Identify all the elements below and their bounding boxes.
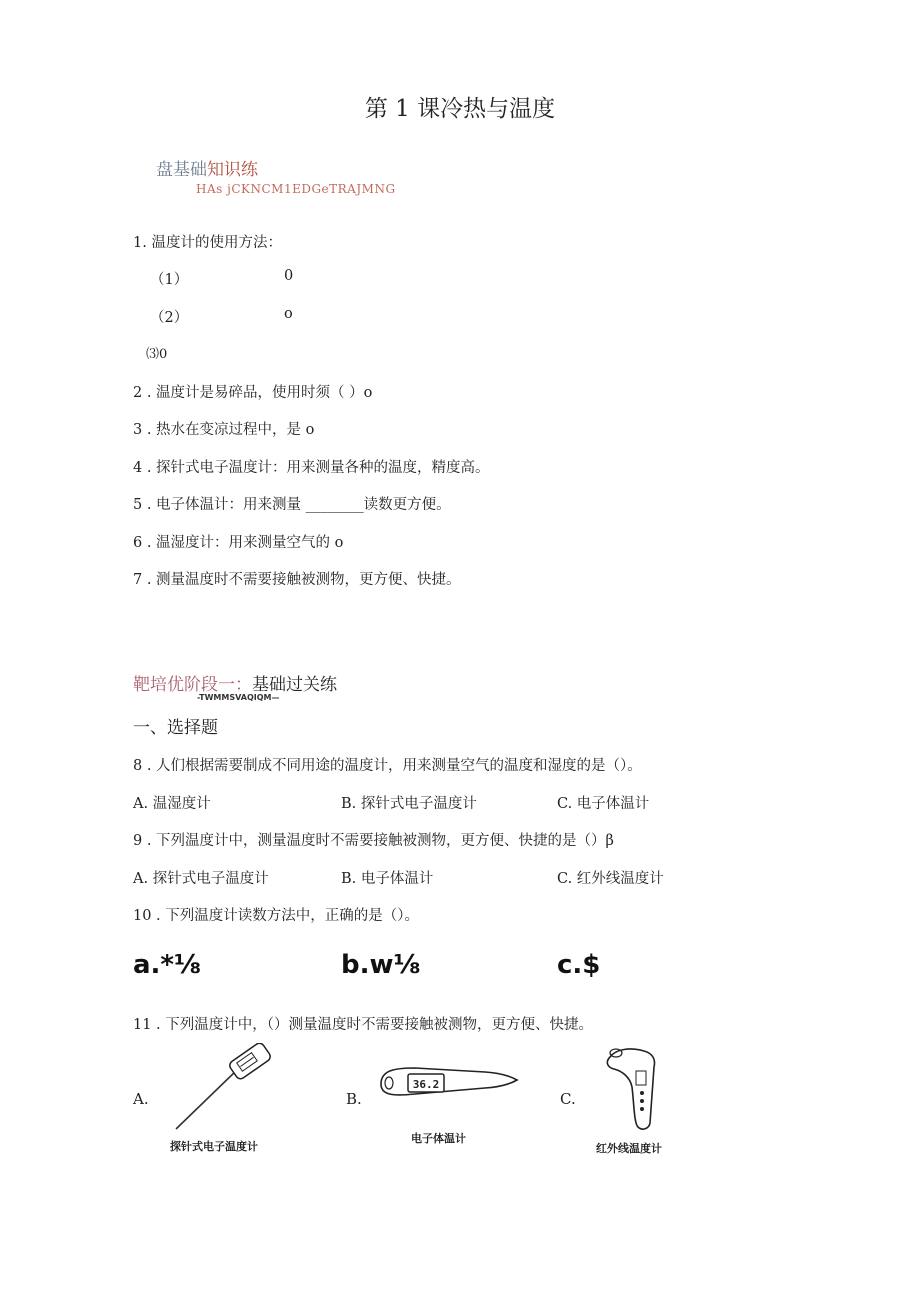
question-10: 10 . 下列温度计读数方法中，正确的是（）。 (133, 908, 420, 924)
question-1: 1. 温度计的使用方法： (133, 235, 282, 251)
probe-thermometer-image (168, 1043, 278, 1133)
q8-option-b[interactable]: B. 探针式电子温度计 (341, 796, 477, 812)
question-1-item-3: ⑶0 (146, 347, 168, 362)
q10-option-c[interactable]: c.$ (557, 950, 601, 980)
question-9: 9 . 下列温度计中，测量温度时不需要接触被测物，更方便、快捷的是（）β (133, 833, 614, 849)
section-label-a: 盘基础 (156, 160, 207, 180)
q11-option-c-letter[interactable]: C. (560, 1090, 576, 1108)
q11-caption-a: 探针式电子温度计 (170, 1140, 258, 1153)
multiple-choice-heading: 一、选择题 (133, 718, 218, 738)
question-4: 4 . 探针式电子温度计：用来测量各种的温度，精度高。 (133, 460, 490, 476)
page-title: 第 1 课冷热与温度 (364, 96, 556, 122)
q8-option-a[interactable]: A. 温湿度计 (133, 796, 211, 812)
section-subtitle: HAs jCKNCM1EDGeTRAJMNG (196, 182, 396, 196)
question-1-item-1: （1） (150, 272, 189, 288)
section2-label-b: 基础过关练 (252, 675, 337, 695)
q9-option-b[interactable]: B. 电子体温计 (341, 871, 434, 887)
section-basic-knowledge (156, 155, 258, 180)
q11-option-a-letter[interactable]: A. (133, 1090, 149, 1108)
question-1-item-2-end: o (284, 306, 293, 322)
section2-label-a: 靶培优阶段一： (133, 675, 252, 695)
question-8: 8 . 人们根据需要制成不同用途的温度计，用来测量空气的温度和湿度的是（）。 (133, 758, 642, 774)
q8-option-c[interactable]: C. 电子体温计 (557, 796, 650, 812)
section-label-b: 知识练 (207, 160, 258, 180)
question-5: 5 . 电子体温计：用来测量 ________读数更方便。 (133, 497, 451, 513)
question-2: 2 . 温度计是易碎品，使用时须（ ）o (133, 385, 373, 401)
q10-option-a[interactable]: a.*⅛ (133, 950, 201, 980)
section-advanced (133, 670, 337, 695)
question-1-item-1-end: 0 (284, 268, 294, 284)
body-thermometer-image (375, 1062, 520, 1104)
q10-option-b[interactable]: b.w⅛ (341, 950, 421, 980)
q9-option-c[interactable]: C. 红外线温度计 (557, 871, 664, 887)
question-3: 3 . 热水在变凉过程中，是 o (133, 422, 315, 438)
q11-caption-c: 红外线温度计 (596, 1142, 662, 1155)
section2-subtitle: -TWMMSVAQIQM— (197, 693, 280, 702)
question-7: 7 . 测量温度时不需要接触被测物，更方便、快捷。 (133, 572, 461, 588)
q11-caption-b: 电子体温计 (411, 1132, 466, 1145)
question-6: 6 . 温湿度计：用来测量空气的 o (133, 535, 344, 551)
infrared-thermometer-image (598, 1043, 668, 1133)
question-11: 11 . 下列温度计中，（）测量温度时不需要接触被测物，更方便、快捷。 (133, 1017, 594, 1033)
q11-option-b-letter[interactable]: B. (346, 1090, 362, 1108)
thermometer-reading: 36.2 (412, 1078, 440, 1091)
q9-option-a[interactable]: A. 探针式电子温度计 (133, 871, 269, 887)
question-1-item-2: （2） (150, 310, 189, 326)
